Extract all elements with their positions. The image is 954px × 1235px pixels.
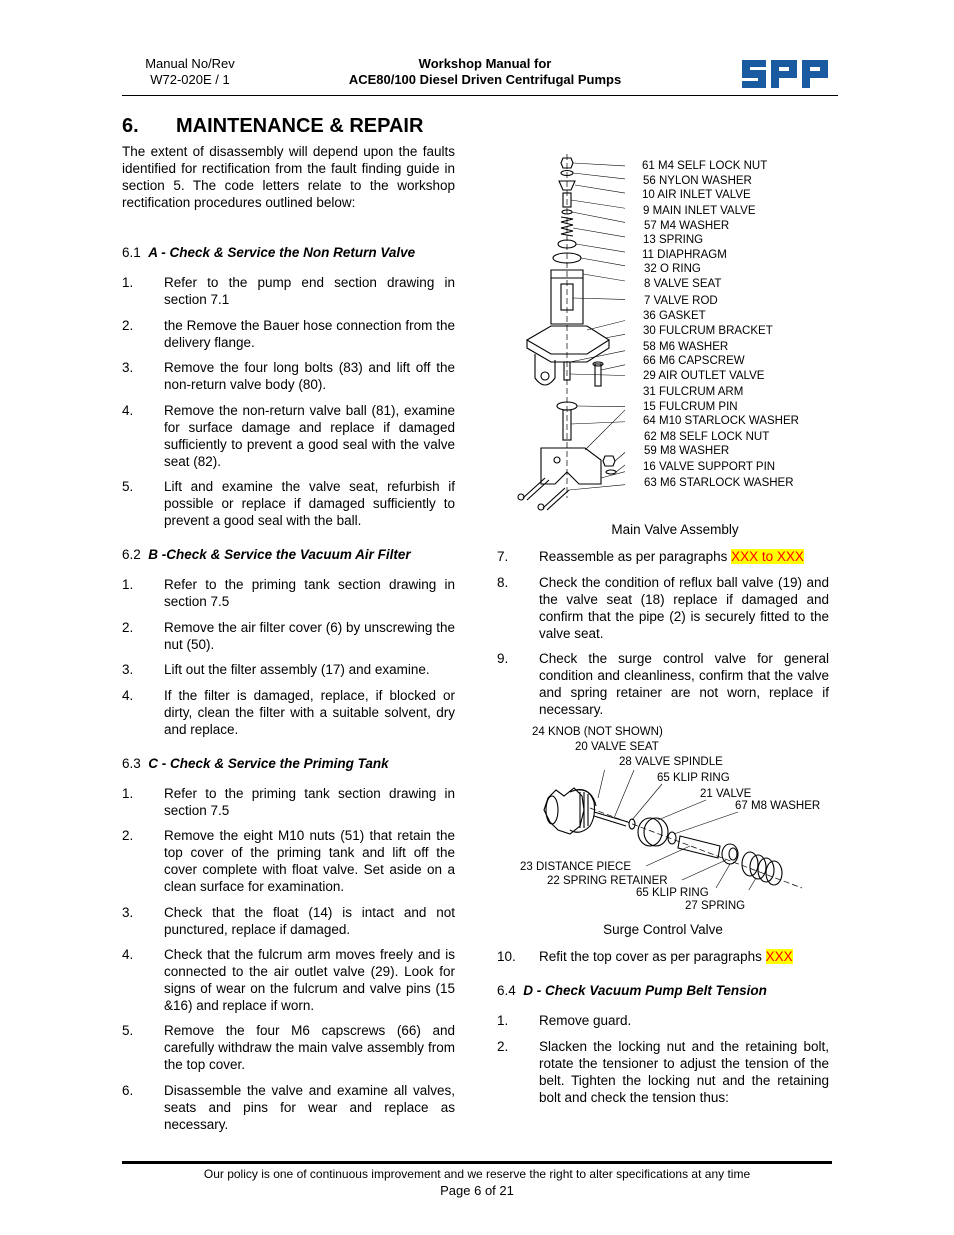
subsection-6-1-heading <box>122 244 415 261</box>
part-label: 16 VALVE SUPPORT PIN <box>643 461 776 473</box>
part-label: 23 DISTANCE PIECE <box>520 861 631 873</box>
subsection-number: 6.1 <box>122 245 141 260</box>
part-label: 62 M8 SELF LOCK NUT <box>644 431 770 443</box>
part-label: 7 VALVE ROD <box>644 295 718 307</box>
subsection-title: C - Check & Service the Priming Tank <box>148 756 389 771</box>
section-heading <box>122 115 423 138</box>
part-label: 32 O RING <box>644 263 701 275</box>
footer-policy: Our policy is one of continuous improvement and we reserve the right to alter specifications at any time <box>203 1167 751 1181</box>
part-label: 61 M4 SELF LOCK NUT <box>642 160 768 172</box>
figure-caption: Main Valve Assembly <box>611 522 739 537</box>
main-valve-assembly-drawing <box>505 148 625 518</box>
part-label: 21 VALVE <box>700 788 752 800</box>
manual-label: Manual No/Rev <box>145 56 235 71</box>
subsection-title: A - Check & Service the Non Return Valve <box>148 245 416 260</box>
part-label: 22 SPRING RETAINER <box>547 875 668 887</box>
subsection-6-4-heading <box>497 982 767 999</box>
figure-caption: Surge Control Valve <box>603 922 723 937</box>
subsection-title: D - Check Vacuum Pump Belt Tension <box>523 983 767 998</box>
part-label: 11 DIAPHRAGM <box>642 249 727 261</box>
part-label: 29 AIR OUTLET VALVE <box>643 370 765 382</box>
subsection-6-3-heading <box>122 755 389 772</box>
subsection-number: 6.4 <box>497 983 516 998</box>
footer-rule <box>122 1161 832 1164</box>
subsection-title: B -Check & Service the Vacuum Air Filter <box>148 547 411 562</box>
section-number: 6. <box>122 115 139 137</box>
title-line-1: Workshop Manual for <box>418 56 552 71</box>
page-number: Page 6 of 21 <box>440 1183 514 1198</box>
part-label: 13 SPRING <box>643 234 704 246</box>
highlighted-reference: XXX to XXX <box>731 549 804 564</box>
part-label: 56 NYLON WASHER <box>643 175 752 187</box>
document-title <box>300 56 670 88</box>
part-label: 8 VALVE SEAT <box>644 278 722 290</box>
part-label: 27 SPRING <box>685 900 746 912</box>
part-label: 57 M4 WASHER <box>644 220 730 232</box>
section-title: MAINTENANCE & REPAIR <box>176 115 424 137</box>
part-label: 67 M8 WASHER <box>735 800 821 812</box>
part-label: 58 M6 WASHER <box>643 341 729 353</box>
subsection-number: 6.2 <box>122 547 141 562</box>
highlighted-reference: XXX <box>765 949 793 964</box>
part-label: 30 FULCRUM BRACKET <box>643 325 773 337</box>
part-label: 36 GASKET <box>643 310 706 322</box>
part-label: 15 FULCRUM PIN <box>643 401 738 413</box>
part-label: 9 MAIN INLET VALVE <box>643 205 756 217</box>
part-label: 65 KLIP RING <box>636 887 709 899</box>
manual-number: W72-020E / 1 <box>150 72 230 87</box>
spp-logo <box>742 58 828 90</box>
part-label: 64 M10 STARLOCK WASHER <box>643 415 799 427</box>
part-label: 63 M6 STARLOCK WASHER <box>644 477 794 489</box>
part-label: 59 M8 WASHER <box>644 445 730 457</box>
header-rule <box>122 95 838 96</box>
part-label: 10 AIR INLET VALVE <box>642 189 751 201</box>
part-label: 20 VALVE SEAT <box>575 741 659 753</box>
section-intro: The extent of disassembly will depend upon the faults identified for rectification from the fault finding guide in section 5. The code letters relate to the workshop rectification procedures outlined below: <box>122 144 455 210</box>
part-label: 66 M6 CAPSCREW <box>643 355 745 367</box>
part-label: 65 KLIP RING <box>657 772 730 784</box>
subsection-number: 6.3 <box>122 756 141 771</box>
part-label: 31 FULCRUM ARM <box>643 386 744 398</box>
part-label: 28 VALVE SPINDLE <box>619 756 723 768</box>
subsection-6-2-heading <box>122 546 411 563</box>
part-label: 24 KNOB (NOT SHOWN) <box>532 726 663 738</box>
manual-number-block <box>130 56 250 88</box>
title-line-2: ACE80/100 Diesel Driven Centrifugal Pumps <box>348 72 622 87</box>
